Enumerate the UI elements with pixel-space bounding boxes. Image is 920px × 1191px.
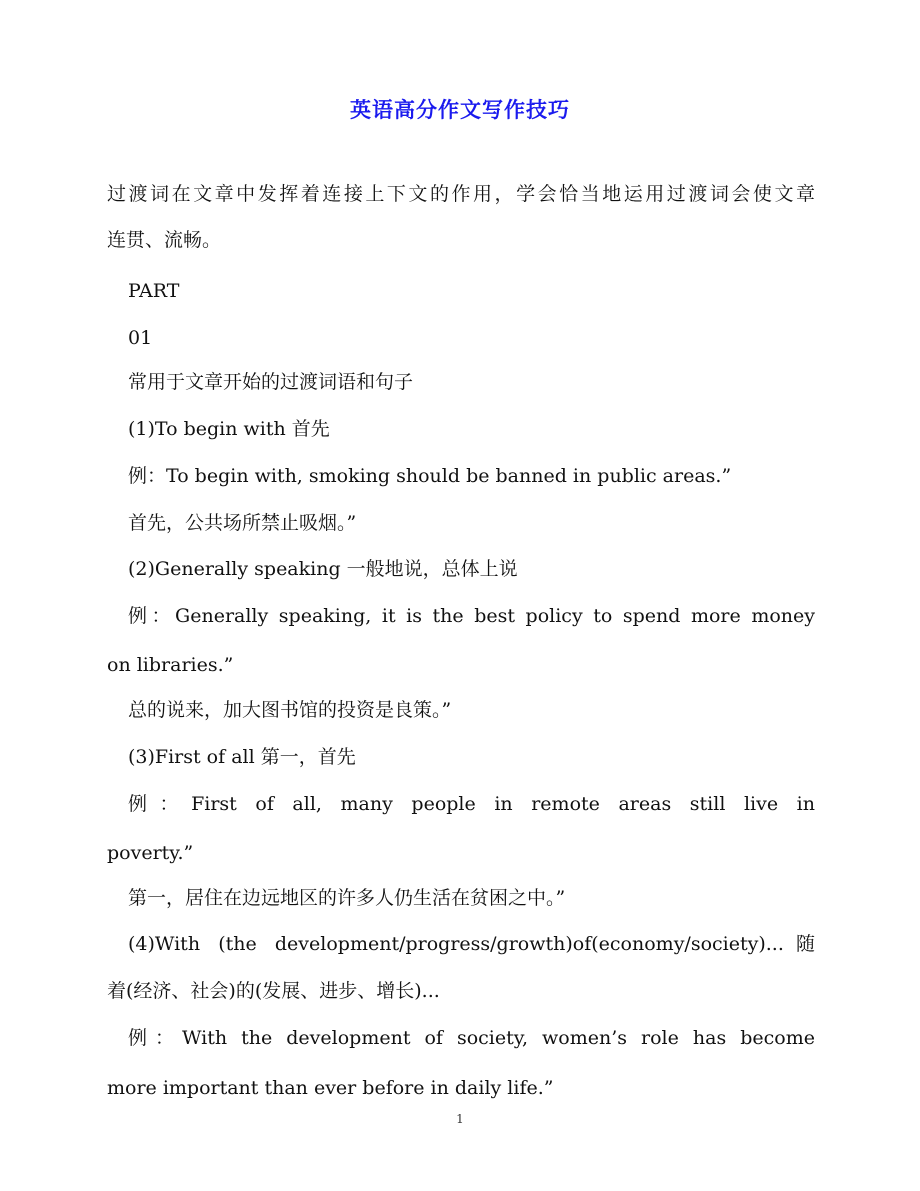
document-title: 英语高分作文写作技巧	[350, 97, 570, 122]
translation-item-3: 第一，居住在边远地区的许多人仍生活在贫困之中。”	[128, 887, 566, 909]
phrase-item-3: (3)First of all 第一，首先	[128, 746, 356, 768]
example-item-1: 例：To begin with, smoking should be banned in public areas.”	[128, 465, 732, 487]
example-item-2-line-1: 例：Generally speaking, it is the best policy to spend more money	[128, 605, 815, 627]
part-label: PART	[128, 280, 180, 302]
intro-paragraph-line-1: 过渡词在文章中发挥着连接上下文的作用，学会恰当地运用过渡词会使文章	[107, 183, 815, 205]
phrase-item-4-line-2: 着(经济、社会)的(发展、进步、增长)...	[107, 980, 440, 1002]
phrase-item-4-line-1: (4)With (the development/progress/growth)of(economy/society)...随	[128, 933, 815, 955]
page-number: 1	[456, 1112, 464, 1126]
example-item-2-line-2: on libraries.”	[107, 654, 234, 676]
example-item-4-line-1: 例：With the development of society, women’s role has become	[128, 1027, 815, 1049]
translation-item-1: 首先，公共场所禁止吸烟。”	[128, 512, 357, 534]
example-item-3-line-2: poverty.”	[107, 842, 194, 864]
example-item-3-line-1: 例：First of all, many people in remote areas still live in	[128, 793, 815, 815]
example-item-4-line-2: more important than ever before in daily life.”	[107, 1077, 554, 1099]
intro-paragraph-line-2: 连贯、流畅。	[107, 229, 222, 251]
section-heading: 常用于文章开始的过渡词语和句子	[128, 371, 414, 393]
phrase-item-2: (2)Generally speaking 一般地说，总体上说	[128, 558, 518, 580]
phrase-item-1: (1)To begin with 首先	[128, 418, 330, 440]
part-number: 01	[128, 327, 153, 349]
translation-item-2: 总的说来，加大图书馆的投资是良策。”	[128, 699, 452, 721]
